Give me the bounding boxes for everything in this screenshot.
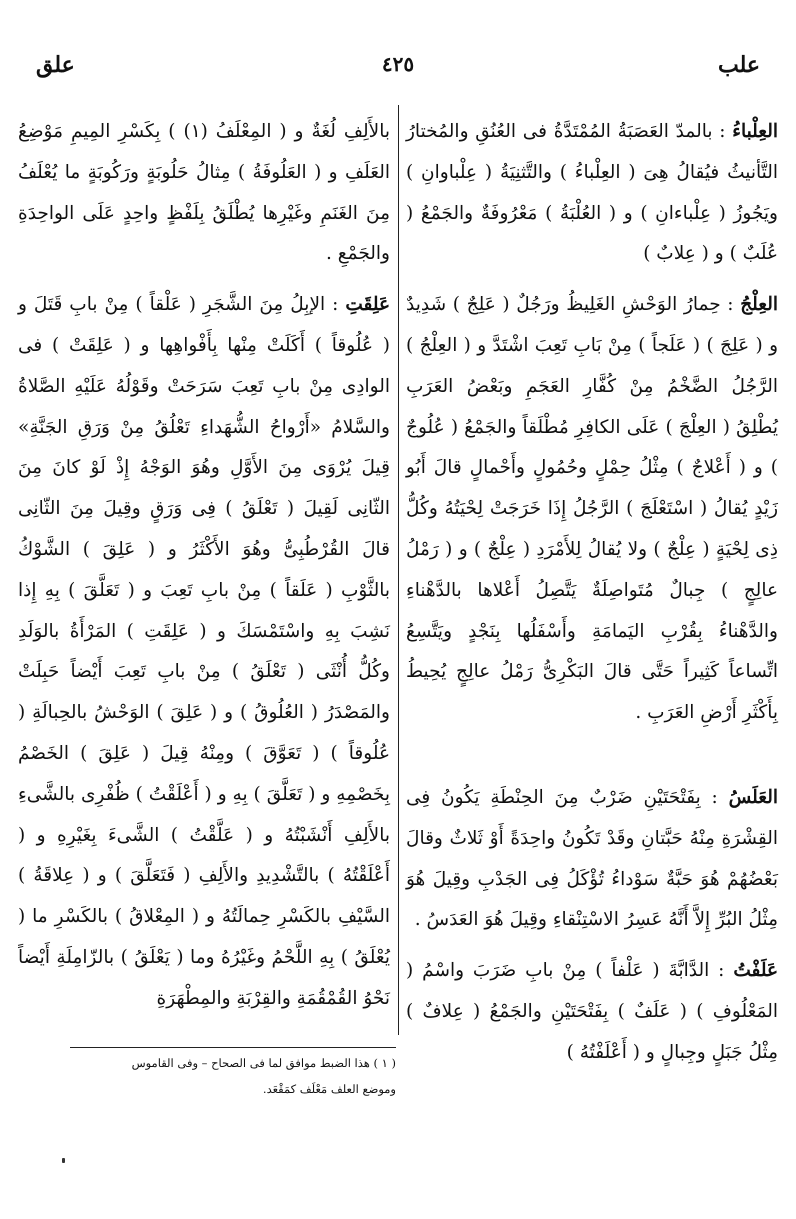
entry-continuation (18, 112, 390, 275)
headword: عَلَفْتُ (733, 960, 778, 982)
entry-ilj (406, 285, 778, 734)
header-first-root: علب (717, 52, 760, 78)
footnote-line: وموضع العلف مَعْلَف كمَقْعَد. (262, 1082, 396, 1096)
headword: العِلْباءُ (732, 121, 778, 142)
entry-alaftu (406, 951, 778, 1073)
page-number: ٤٢٥ (381, 52, 415, 76)
headword: عَلِقَتِ (345, 294, 390, 316)
entry-text: : حِمارُ الوَحْشِ الغَلِيظُ ورَجُلٌ ( عَلِجٌ ) شَدِيدٌ و ( عَلِجَ ) ( عَلَجاً ) مِنْ بَابِ تَعِبَ اشْتَدَّ و ( العِلْجُ ) الرَّجُلُ الضَّخْمُ مِنْ كُفَّارِ العَجَمِ وبَعْضُ العَرَبِ يُطْلِقُ ( العِلْجَ ) عَلَى الكافِرِ مُطْلَقاً والجَمْعُ ( عُلُوجٌ ) و ( أَعْلاجٌ ) مِثْلُ حِمْلٍ وحُمُولٍ وأَحْمالٍ قالَ أَبُو زَيْدٍ يُقالُ ( اسْتَعْلَجَ ) الرَّجُلُ إِذَا خَرَجَتْ لِحْيَتُهُ وكُلُّ ذِى لِحْيَةٍ ( عِلْجٌ ) ولا يُقالُ لِلأَمْرَدِ ( عِلْجٌ ) و ( رَمْلُ عالِجٍ ) جِبالٌ مُتَواصِلَةٌ يَتَّصِلُ أَعْلاها بالدَّهْناءِ والدَّهْناءُ بِقُرْبِ اليَمامَةِ وأَسْفَلُها بِنَجْدٍ ويَتَّسِعُ اتِّساعاً كَثِيراً حَتَّى قالَ البَكْرِىُّ رَمْلُ عالِجٍ يُحِيطُ بِأَكْثَرِ أَرْضِ العَرَبِ . (406, 294, 778, 724)
entry-text: : بالمدّ العَصَبَةُ المُمْتَدَّةُ فى العُنُقِ والمُختارُ التَّأنيثُ فيُقالُ هِىَ ( العِلْباءُ ) والتَّثنِيَةُ ( عِلْباوانِ ) ويَجُوزُ ( عِلْباءانِ ) و ( العُلْبَةُ ) مَعْرُوفَةٌ والجَمْعُ ( عُلَبٌ ) و ( عِلابٌ ) (406, 121, 778, 265)
headword: العَلَسُ (728, 786, 778, 808)
print-speck (62, 1158, 65, 1163)
left-column (18, 112, 390, 1030)
entry-gap (406, 744, 778, 778)
column-divider (398, 105, 399, 1035)
entry-aliqat (18, 285, 390, 1019)
header-last-root: علق (36, 52, 75, 78)
page-header (30, 52, 766, 92)
footnote-rule (70, 1047, 396, 1048)
entry-text: : الإبِلُ مِنَ الشَّجَرِ ( عَلْقاً ) مِنْ بابِ قَتَلَ و ( عُلُوقاً ) أَكَلَتْ مِنْها بِأَفْواهِها و ( عَلِقَتْ ) فى الوادِى مِنْ بابِ تَعِبَ سَرَحَتْ وقَوْلُهُ عَلَيْهِ الصَّلاةُ والسَّلامُ «أَرْواحُ الشُّهَداءِ تَعْلُقُ مِنْ وَرَقِ الجَنَّةِ» قِيلَ يُرْوَى مِنَ الأَوَّلِ وهُوَ الوَجْهُ إِذْ لَوْ كانَ مِنَ الثّانِى لَقِيلَ ( تَعْلَقُ ) فِى وَرَقٍ وقِيلَ مِنَ الثّانِى قالَ القُرْطُبِىُّ وهُوَ الأَكْثَرُ و ( عَلِقَ ) الشَّوْكُ بالثَّوْبِ ( عَلَقاً ) مِنْ بابِ تَعِبَ و ( تَعَلَّقَ ) بِهِ إِذا نَشِبَ بِهِ واسْتَمْسَكَ و ( عَلِقَتِ ) المَرْأَةُ بالوَلَدِ وكُلُّ أُنْثَى ( تَعْلَقُ ) مِنْ بابِ تَعِبَ أَيْضاً حَبِلَتْ والمَصْدَرُ ( العُلُوقُ ) و ( عَلِقَ ) الوَحْشُ بالحِبالَةِ ( عُلُوقاً ) ( تَعَوَّقَ ) ومِنْهُ قِيلَ ( عَلِقَ ) الخَصْمُ بِخَصْمِهِ و ( تَعَلَّقَ ) بِهِ و ( أَعْلَقْتُ ) ظُفْرِى بالشَّىءِ بالأَلِفِ أَنْشَبْتُهُ و ( عَلَّقْتُ ) الشَّىءَ بِغَيْرِهِ و ( أَعْلَقْتُهُ ) بالتَّشْدِيدِ والأَلِفِ ( فَتَعَلَّقَ ) و ( عِلاقَةُ ) السَّيْفِ بالكَسْرِ حِمالَتُهُ و ( المِعْلاقُ ) بالكَسْرِ ما ( يُعْلَقُ ) بِهِ اللَّحْمُ وغَيْرُهُ وما ( يَعْلَقُ ) بالزّامِلَةِ أَيْضاً نَحْوُ القُمْقُمَةِ والقِرْبَةِ والمِطْهَرَةِ (18, 294, 390, 1009)
entry-text: بالأَلِفِ لُغَةٌ و ( المِعْلَفُ (١) ) بِكَسْرِ المِيمِ مَوْضِعُ العَلَفِ و ( العَلُوفَةُ ) مِثالُ حَلُوبَةٍ ورَكُوبَةٍ ما يُعْلَفُ مِنَ الغَنَمِ وغَيْرِها يُطْلَقُ بِلَفْظٍ واحِدٍ عَلَى الواحِدَةِ والجَمْعِ . (18, 121, 390, 265)
right-column (406, 112, 778, 1084)
entry-alas (406, 778, 778, 941)
entry-ilba (406, 112, 778, 275)
footnote-line: ( ١ ) هذا الضبط موافق لما فى الصحاح – وفى القاموس (131, 1056, 396, 1070)
entry-text: : بِفَتْحَتَيْنِ ضَرْبٌ مِنَ الحِنْطَةِ يَكُونُ فِى القِشْرَةِ مِنْهُ حَبَّتانِ وقَدْ تَكُونُ واحِدَةً أَوْ ثَلاثٌ وقالَ بَعْضُهُمْ هُوَ حَبَّةٌ سَوْداءُ تُؤْكَلُ فِى الجَدْبِ وقِيلَ هُوَ مِثْلُ البُرِّ إِلاَّ أَنَّهُ عَسِرُ الاسْتِنْقاءِ وقِيلَ هُوَ العَدَسُ . (406, 786, 778, 931)
entry-text: : الدَّابَّةَ ( عَلْفاً ) مِنْ بابِ ضَرَبَ واسْمُ ( المَعْلُوفِ ) ( عَلَفٌ ) بِفَتْحَتَيْنِ والجَمْعُ ( عِلافٌ ) مِثْلُ جَبَلٍ وجِبالٍ و ( أَعْلَفْتُهُ ) (406, 960, 778, 1063)
headword: العِلْجُ (740, 294, 778, 316)
footnote (40, 1050, 396, 1102)
